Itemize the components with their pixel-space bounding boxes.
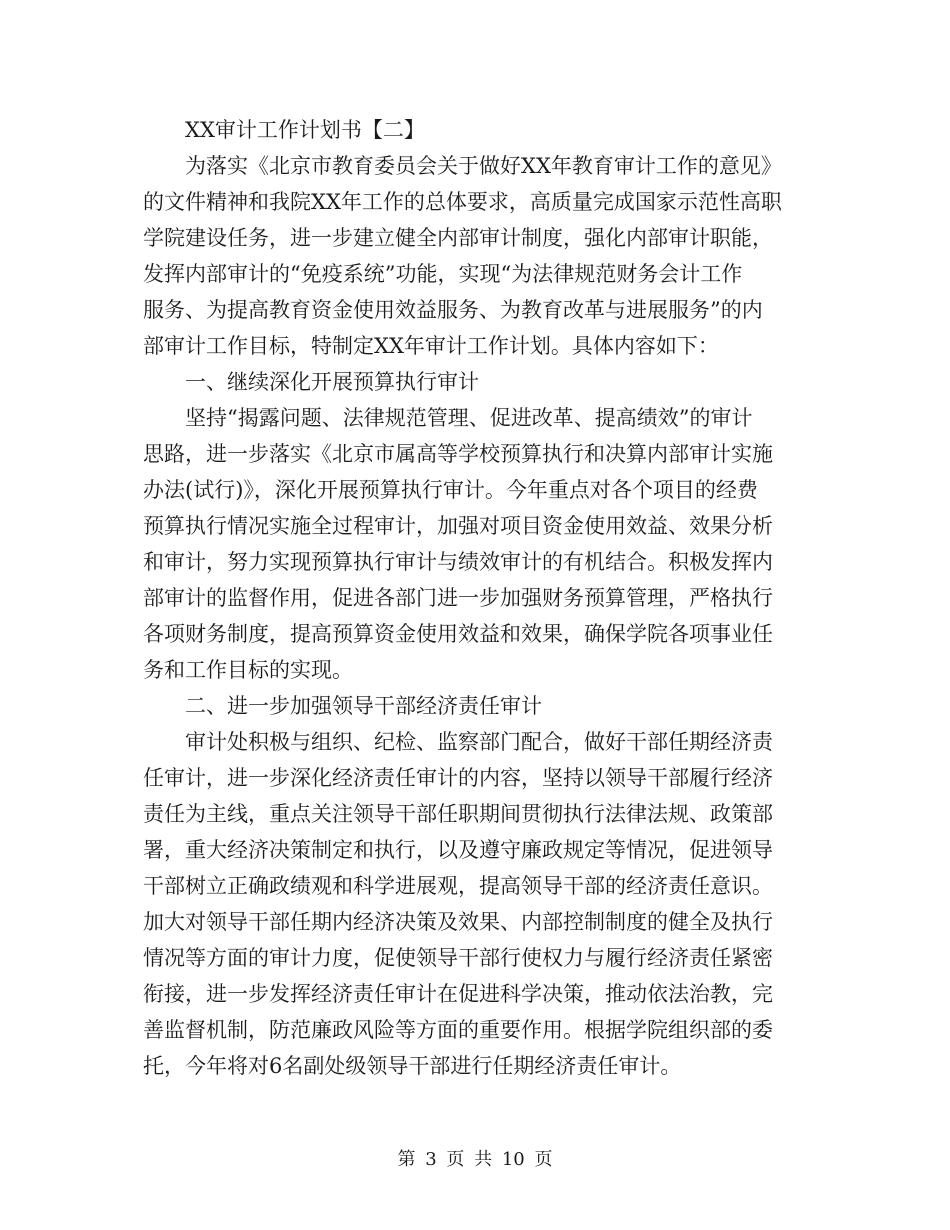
section-heading: 一、继续深化开展预算执行审计 [143, 370, 479, 394]
paragraph-line: 服务、为提高教育资金使用效益服务、为教育改革与进展服务”的内 [143, 298, 763, 322]
paragraph-line: 的文件精神和我院XX年工作的总体要求，高质量完成国家示范性高职 [143, 190, 782, 214]
page-number-footer: 第 3 页 共 10 页 [397, 1149, 553, 1170]
paragraph-line: 部审计工作目标，特制定XX年审计工作计划。具体内容如下： [143, 334, 719, 358]
paragraph-line: 预算执行情况实施全过程审计，加强对项目资金使用效益、效果分析 [143, 514, 773, 538]
paragraph-line: 署，重大经济决策制定和执行，以及遵守廉政规定等情况，促进领导 [143, 838, 773, 862]
paragraph-line: 坚持“揭露问题、法律规范管理、促进改革、提高绩效”的审计 [143, 406, 753, 430]
paragraph-line: 干部树立正确政绩观和科学进展观，提高领导干部的经济责任意识。 [143, 874, 773, 898]
paragraph-line: 务和工作目标的实现。 [143, 658, 353, 682]
paragraph-line: 部审计的监督作用，促进各部门进一步加强财务预算管理，严格执行 [143, 586, 773, 610]
section-heading: 二、进一步加强领导干部经济责任审计 [143, 694, 542, 718]
paragraph-line: 善监督机制，防范廉政风险等方面的重要作用。根据学院组织部的委 [143, 1018, 773, 1042]
paragraph-line: 任审计，进一步深化经济责任审计的内容，坚持以领导干部履行经济 [143, 766, 773, 790]
paragraph-line: 衔接，进一步发挥经济责任审计在促进科学决策，推动依法治教，完 [143, 982, 773, 1006]
paragraph-line: 思路，进一步落实《北京市属高等学校预算执行和决算内部审计实施 [143, 442, 773, 466]
paragraph-line: 托，今年将对6名副处级领导干部进行任期经济责任审计。 [143, 1054, 682, 1078]
paragraph-line: 责任为主线，重点关注领导干部任职期间贯彻执行法律法规、政策部 [143, 802, 773, 826]
paragraph-line: 情况等方面的审计力度，促使领导干部行使权力与履行经济责任紧密 [143, 946, 773, 970]
paragraph-line: 审计处积极与组织、纪检、监察部门配合，做好干部任期经济责 [143, 730, 773, 754]
paragraph-line: 加大对领导干部任期内经济决策及效果、内部控制制度的健全及执行 [143, 910, 773, 934]
paragraph-line: 办法(试行)》，深化开展预算执行审计。今年重点对各个项目的经费 [143, 478, 758, 502]
document-title: XX审计工作计划书【二】 [143, 118, 425, 142]
paragraph-line: 为落实《北京市教育委员会关于做好XX年教育审计工作的意见》 [143, 154, 782, 178]
paragraph-line: 发挥内部审计的“免疫系统”功能，实现“为法律规范财务会计工作 [143, 262, 743, 286]
paragraph-line: 学院建设任务，进一步建立健全内部审计制度，强化内部审计职能， [143, 226, 773, 250]
paragraph-line: 各项财务制度，提高预算资金使用效益和效果，确保学院各项事业任 [143, 622, 773, 646]
paragraph-line: 和审计，努力实现预算执行审计与绩效审计的有机结合。积极发挥内 [143, 550, 773, 574]
document-body [143, 112, 811, 1084]
